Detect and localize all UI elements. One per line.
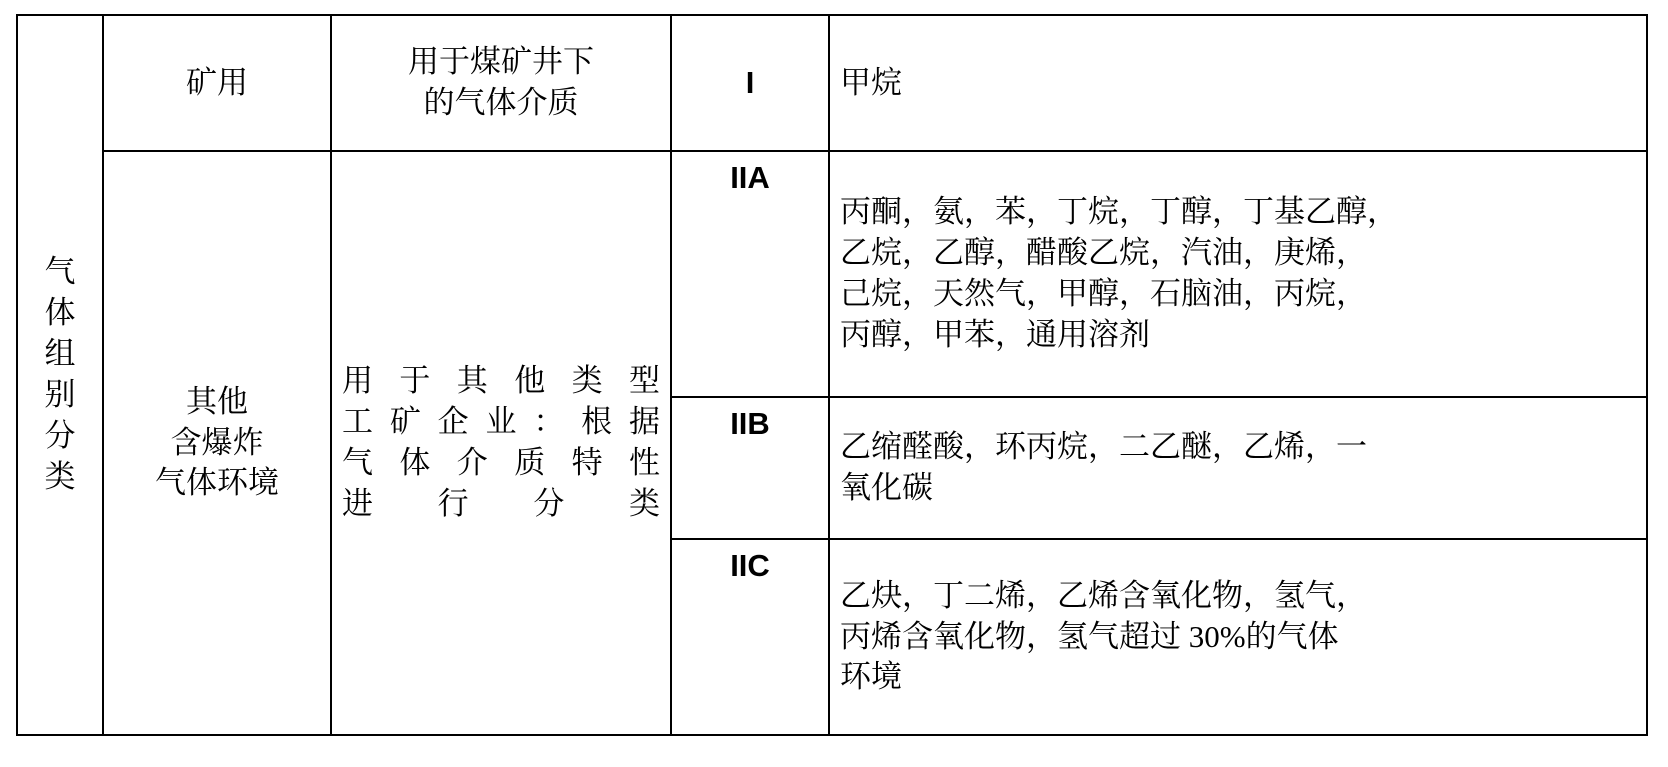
group-code-i: I: [671, 15, 829, 151]
medium-cell-other-explosive: 用于其他类型 工矿企业：根据 气体介质特性 进行分类: [331, 151, 671, 735]
table-row: [17, 15, 1647, 151]
gas-group-classification-table: [16, 14, 1648, 736]
media-list-iib: 乙缩醛酸，环丙烷，二乙醚，乙烯，一 氧化碳: [829, 397, 1647, 539]
media-list-iic: 乙炔，丁二烯，乙烯含氧化物，氢气， 丙烯含氧化物，氢气超过 30%的气体 环境: [829, 539, 1647, 735]
group-code-iic: IIC: [671, 539, 829, 735]
row-header-gas-group-classification: 气 体 组 别 分 类: [17, 15, 103, 735]
group-code-iia: IIA: [671, 151, 829, 397]
media-list-i: 甲烷: [829, 15, 1647, 151]
table-row: [17, 151, 1647, 397]
media-list-iia: 丙酮，氨，苯，丁烷，丁醇，丁基乙醇， 乙烷，乙醇，醋酸乙烷，汽油，庚烯， 己烷，天然气，甲醇，石脑油，丙烷， 丙醇，甲苯，通用溶剂: [829, 151, 1647, 397]
medium-cell-mining: 用于煤矿井下 的气体介质: [331, 15, 671, 151]
usage-cell-other-explosive: 其他 含爆炸 气体环境: [103, 151, 331, 735]
usage-cell-mining: 矿用: [103, 15, 331, 151]
group-code-iib: IIB: [671, 397, 829, 539]
